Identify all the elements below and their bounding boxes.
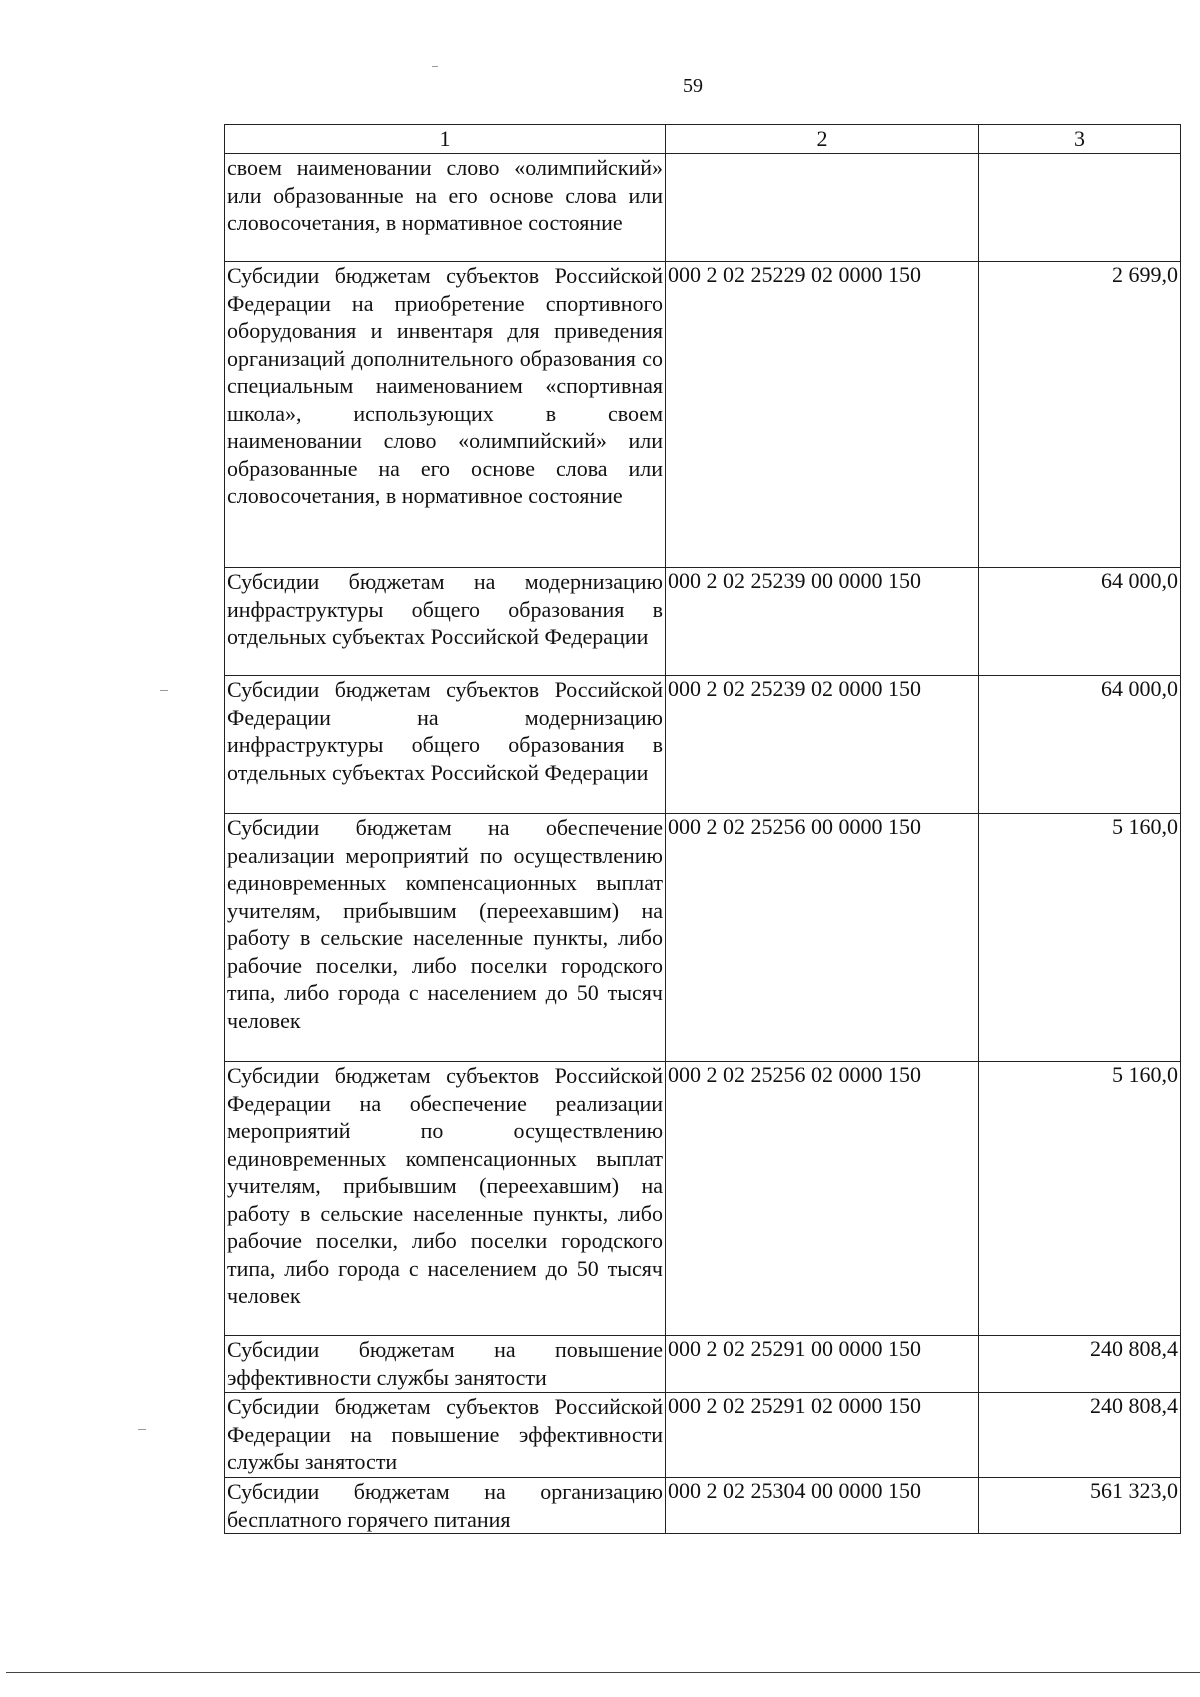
row-description: Субсидии бюджетам на обеспечение реализации мероприятий по осуществлению единовременных компенсационных выплат учителям, прибывшим (переехавшим) на работу в сельские населенные пункты, либо рабочие поселки, либо поселки городского типа, либо города с населением до 50 тысяч человек <box>225 814 666 1062</box>
page-number: 59 <box>683 75 703 97</box>
table-row <box>225 154 1181 262</box>
row-code: 000 2 02 25304 00 0000 150 <box>666 1478 979 1534</box>
scan-speck <box>138 1429 146 1430</box>
row-amount: 64 000,0 <box>979 676 1181 814</box>
row-amount: 5 160,0 <box>979 1062 1181 1336</box>
table-row <box>225 568 1181 676</box>
table-row <box>225 1478 1181 1534</box>
scan-speck <box>160 690 168 691</box>
row-description: своем наименовании слово «олимпийский» или образованные на его основе слова или словосочетания, в нормативное состояние <box>225 154 666 262</box>
row-code: 000 2 02 25291 02 0000 150 <box>666 1393 979 1478</box>
row-description: Субсидии бюджетам на организацию бесплатного горячего питания <box>225 1478 666 1534</box>
row-description: Субсидии бюджетам субъектов Российской Федерации на обеспечение реализации мероприятий по осуществлению единовременных компенсационных выплат учителям, прибывшим (переехавшим) на работу в сельские населенные пункты, либо рабочие поселки, либо поселки городского типа, либо города с населением до 50 тысяч человек <box>225 1062 666 1336</box>
scan-speck <box>432 66 438 67</box>
table-row <box>225 814 1181 1062</box>
table-row <box>225 262 1181 568</box>
row-amount: 64 000,0 <box>979 568 1181 676</box>
row-description: Субсидии бюджетам на модернизацию инфраструктуры общего образования в отдельных субъектах Российской Федерации <box>225 568 666 676</box>
row-code: 000 2 02 25256 02 0000 150 <box>666 1062 979 1336</box>
row-description: Субсидии бюджетам субъектов Российской Федерации на приобретение спортивного оборудования и инвентаря для приведения организаций дополнительного образования со специальным наименованием «спортивная школа», использующих в своем наименовании слово «олимпийский» или образованные на его основе слова или словосочетания, в нормативное состояние <box>225 262 666 568</box>
row-code: 000 2 02 25239 02 0000 150 <box>666 676 979 814</box>
row-amount: 561 323,0 <box>979 1478 1181 1534</box>
row-amount: 2 699,0 <box>979 262 1181 568</box>
row-code: 000 2 02 25291 00 0000 150 <box>666 1336 979 1393</box>
page-bottom-rule <box>6 1672 1200 1673</box>
budget-table <box>224 124 1181 1534</box>
table-header-row <box>225 125 1181 154</box>
row-amount: 240 808,4 <box>979 1393 1181 1478</box>
row-description: Субсидии бюджетам субъектов Российской Федерации на повышение эффективности службы занятости <box>225 1393 666 1478</box>
row-code: 000 2 02 25229 02 0000 150 <box>666 262 979 568</box>
column-header-1: 1 <box>225 125 666 154</box>
table-row <box>225 676 1181 814</box>
row-amount: 240 808,4 <box>979 1336 1181 1393</box>
table-row <box>225 1062 1181 1336</box>
column-header-3: 3 <box>979 125 1181 154</box>
row-code: 000 2 02 25256 00 0000 150 <box>666 814 979 1062</box>
row-amount <box>979 154 1181 262</box>
row-description: Субсидии бюджетам субъектов Российской Федерации на модернизацию инфраструктуры общего образования в отдельных субъектах Российской Федерации <box>225 676 666 814</box>
column-header-2: 2 <box>666 125 979 154</box>
row-code <box>666 154 979 262</box>
table-row <box>225 1336 1181 1393</box>
row-amount: 5 160,0 <box>979 814 1181 1062</box>
table-row <box>225 1393 1181 1478</box>
row-code: 000 2 02 25239 00 0000 150 <box>666 568 979 676</box>
row-description: Субсидии бюджетам на повышение эффективности службы занятости <box>225 1336 666 1393</box>
